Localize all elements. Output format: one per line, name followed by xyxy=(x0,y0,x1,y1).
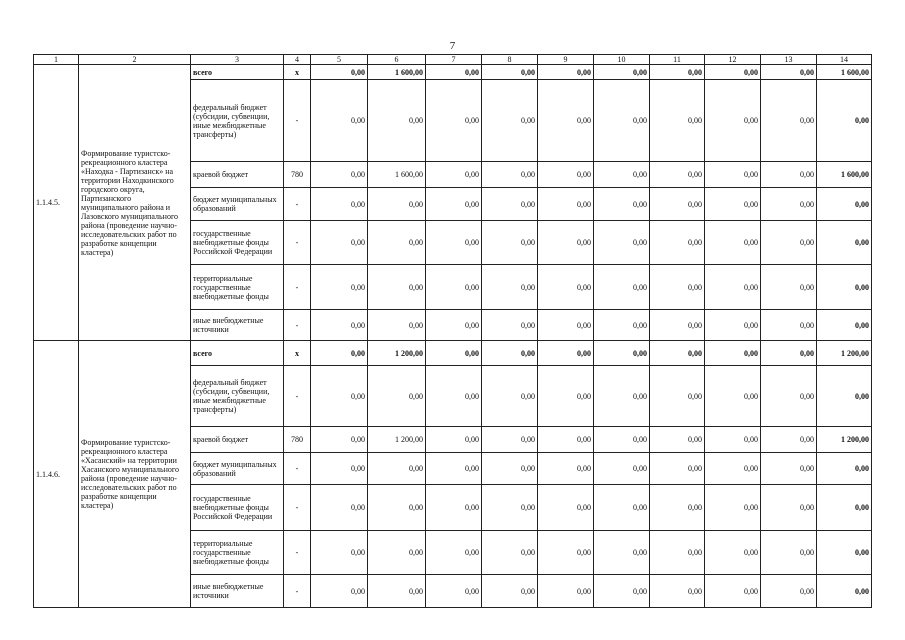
budget-code: - xyxy=(284,485,311,531)
value-cell: 0,00 xyxy=(368,188,426,221)
value-cell: 0,00 xyxy=(594,341,650,366)
value-cell: 0,00 xyxy=(538,65,594,80)
value-cell: 0,00 xyxy=(705,80,761,162)
value-cell: 0,00 xyxy=(817,575,872,608)
value-cell: 0,00 xyxy=(538,80,594,162)
page-number: 7 xyxy=(449,40,456,52)
value-cell: 0,00 xyxy=(538,188,594,221)
value-cell: 0,00 xyxy=(538,341,594,366)
value-cell: 0,00 xyxy=(650,65,705,80)
value-cell: 0,00 xyxy=(705,531,761,575)
funding-source: федеральный бюджет (субсидии, субвенции, иные межбюджетные трансферты) xyxy=(191,366,284,427)
value-cell: 0,00 xyxy=(311,427,368,453)
value-cell: 0,00 xyxy=(594,453,650,485)
value-cell: 1 200,00 xyxy=(368,341,426,366)
value-cell: 0,00 xyxy=(817,265,872,310)
value-cell: 0,00 xyxy=(817,531,872,575)
funding-source: бюджет муниципальных образований xyxy=(191,453,284,485)
value-cell: 0,00 xyxy=(650,485,705,531)
value-cell: 0,00 xyxy=(594,366,650,427)
value-cell: 0,00 xyxy=(482,188,538,221)
value-cell: 0,00 xyxy=(426,310,482,341)
value-cell: 1 200,00 xyxy=(817,341,872,366)
budget-table xyxy=(33,54,872,608)
value-cell: 0,00 xyxy=(311,188,368,221)
header-cell: 8 xyxy=(482,55,538,65)
value-cell: 0,00 xyxy=(311,366,368,427)
value-cell: 0,00 xyxy=(705,310,761,341)
value-cell: 0,00 xyxy=(650,366,705,427)
value-cell: 0,00 xyxy=(594,531,650,575)
value-cell: 0,00 xyxy=(426,65,482,80)
value-cell: 0,00 xyxy=(426,366,482,427)
budget-code: 780 xyxy=(284,427,311,453)
value-cell: 0,00 xyxy=(594,162,650,188)
value-cell: 0,00 xyxy=(705,162,761,188)
header-cell: 9 xyxy=(538,55,594,65)
value-cell: 0,00 xyxy=(368,221,426,265)
value-cell: 0,00 xyxy=(482,427,538,453)
value-cell: 0,00 xyxy=(594,485,650,531)
budget-code: - xyxy=(284,80,311,162)
value-cell: 0,00 xyxy=(761,531,817,575)
value-cell: 0,00 xyxy=(482,265,538,310)
value-cell: 0,00 xyxy=(594,265,650,310)
header-cell: 6 xyxy=(368,55,426,65)
value-cell: 0,00 xyxy=(426,80,482,162)
header-cell: 12 xyxy=(705,55,761,65)
value-cell: 0,00 xyxy=(368,485,426,531)
value-cell: 0,00 xyxy=(482,65,538,80)
item-name: Формирование туристско-рекреационного кластера «Находка - Партизанск» на территории Находкинского городского округа, Партизанского муниципального района и Лазовского муниципального района (проведение научно-исследовательских работ по разработке концепции кластера) xyxy=(79,65,191,341)
value-cell: 0,00 xyxy=(594,427,650,453)
value-cell: 0,00 xyxy=(426,453,482,485)
value-cell: 0,00 xyxy=(705,221,761,265)
funding-source: бюджет муниципальных образований xyxy=(191,188,284,221)
value-cell: 0,00 xyxy=(311,575,368,608)
value-cell: 0,00 xyxy=(311,65,368,80)
funding-source: всего xyxy=(191,341,284,366)
header-cell: 10 xyxy=(594,55,650,65)
header-cell: 2 xyxy=(79,55,191,65)
value-cell: 0,00 xyxy=(538,310,594,341)
value-cell: 0,00 xyxy=(650,221,705,265)
value-cell: 0,00 xyxy=(368,310,426,341)
value-cell: 1 600,00 xyxy=(368,162,426,188)
value-cell: 0,00 xyxy=(761,575,817,608)
value-cell: 0,00 xyxy=(311,453,368,485)
value-cell: 0,00 xyxy=(761,310,817,341)
item-code: 1.1.4.5. xyxy=(34,65,79,341)
value-cell: 0,00 xyxy=(650,188,705,221)
value-cell: 0,00 xyxy=(761,265,817,310)
value-cell: 0,00 xyxy=(311,162,368,188)
value-cell: 0,00 xyxy=(311,265,368,310)
value-cell: 0,00 xyxy=(368,80,426,162)
header-cell: 11 xyxy=(650,55,705,65)
funding-source: краевой бюджет xyxy=(191,162,284,188)
value-cell: 0,00 xyxy=(594,188,650,221)
value-cell: 0,00 xyxy=(538,485,594,531)
value-cell: 0,00 xyxy=(482,485,538,531)
funding-source: государственные внебюджетные фонды Российской Федерации xyxy=(191,485,284,531)
value-cell: 0,00 xyxy=(650,341,705,366)
value-cell: 0,00 xyxy=(426,531,482,575)
value-cell: 0,00 xyxy=(761,221,817,265)
value-cell: 0,00 xyxy=(426,162,482,188)
value-cell: 0,00 xyxy=(761,453,817,485)
value-cell: 0,00 xyxy=(705,575,761,608)
header-cell: 4 xyxy=(284,55,311,65)
budget-code: - xyxy=(284,221,311,265)
value-cell: 0,00 xyxy=(705,485,761,531)
budget-code: 780 xyxy=(284,162,311,188)
value-cell: 0,00 xyxy=(311,341,368,366)
value-cell: 0,00 xyxy=(705,65,761,80)
value-cell: 0,00 xyxy=(650,310,705,341)
value-cell: 0,00 xyxy=(311,80,368,162)
funding-source: территориальные государственные внебюджетные фонды xyxy=(191,531,284,575)
header-cell: 3 xyxy=(191,55,284,65)
value-cell: 0,00 xyxy=(311,531,368,575)
value-cell: 0,00 xyxy=(538,221,594,265)
funding-source: государственные внебюджетные фонды Российской Федерации xyxy=(191,221,284,265)
value-cell: 0,00 xyxy=(426,427,482,453)
value-cell: 0,00 xyxy=(482,341,538,366)
value-cell: 0,00 xyxy=(650,575,705,608)
value-cell: 0,00 xyxy=(817,221,872,265)
value-cell: 1 600,00 xyxy=(817,65,872,80)
header-cell: 5 xyxy=(311,55,368,65)
value-cell: 0,00 xyxy=(311,310,368,341)
value-cell: 0,00 xyxy=(482,221,538,265)
budget-code: - xyxy=(284,310,311,341)
value-cell: 0,00 xyxy=(482,162,538,188)
value-cell: 0,00 xyxy=(761,341,817,366)
value-cell: 0,00 xyxy=(368,531,426,575)
value-cell: 0,00 xyxy=(482,80,538,162)
value-cell: 0,00 xyxy=(650,531,705,575)
value-cell: 0,00 xyxy=(368,453,426,485)
funding-source: федеральный бюджет (субсидии, субвенции, иные межбюджетные трансферты) xyxy=(191,80,284,162)
value-cell: 0,00 xyxy=(538,531,594,575)
value-cell: 0,00 xyxy=(482,366,538,427)
value-cell: 0,00 xyxy=(538,575,594,608)
item-name: Формирование туристско-рекреационного кластера «Хасанский» на территории Хасанского муниципального района (проведение научно-исследовательских работ по разработке концепции кластера) xyxy=(79,341,191,608)
value-cell: 0,00 xyxy=(482,453,538,485)
header-cell: 7 xyxy=(426,55,482,65)
value-cell: 1 200,00 xyxy=(817,427,872,453)
budget-code: - xyxy=(284,265,311,310)
header-row xyxy=(34,55,872,65)
value-cell: 0,00 xyxy=(650,453,705,485)
value-cell: 0,00 xyxy=(426,188,482,221)
value-cell: 0,00 xyxy=(538,162,594,188)
value-cell: 0,00 xyxy=(538,265,594,310)
funding-source: всего xyxy=(191,65,284,80)
value-cell: 1 600,00 xyxy=(368,65,426,80)
value-cell: 0,00 xyxy=(705,366,761,427)
value-cell: 0,00 xyxy=(426,575,482,608)
value-cell: 0,00 xyxy=(482,531,538,575)
table-body xyxy=(34,55,872,608)
value-cell: 0,00 xyxy=(650,80,705,162)
value-cell: 0,00 xyxy=(594,310,650,341)
item-code: 1.1.4.6. xyxy=(34,341,79,608)
value-cell: 0,00 xyxy=(538,453,594,485)
value-cell: 0,00 xyxy=(705,265,761,310)
funding-source: краевой бюджет xyxy=(191,427,284,453)
funding-source: иные внебюджетные источники xyxy=(191,575,284,608)
value-cell: 0,00 xyxy=(761,65,817,80)
budget-code: x xyxy=(284,341,311,366)
value-cell: 0,00 xyxy=(538,366,594,427)
header-cell: 1 xyxy=(34,55,79,65)
budget-code: - xyxy=(284,575,311,608)
value-cell: 0,00 xyxy=(368,575,426,608)
value-cell: 0,00 xyxy=(761,366,817,427)
table-row xyxy=(34,341,872,366)
value-cell: 0,00 xyxy=(761,188,817,221)
value-cell: 0,00 xyxy=(538,427,594,453)
value-cell: 0,00 xyxy=(426,221,482,265)
header-cell: 14 xyxy=(817,55,872,65)
value-cell: 0,00 xyxy=(426,341,482,366)
value-cell: 0,00 xyxy=(594,65,650,80)
value-cell: 0,00 xyxy=(761,80,817,162)
value-cell: 0,00 xyxy=(311,485,368,531)
funding-source: иные внебюджетные источники xyxy=(191,310,284,341)
value-cell: 1 600,00 xyxy=(817,162,872,188)
value-cell: 0,00 xyxy=(817,453,872,485)
table-row xyxy=(34,65,872,80)
value-cell: 0,00 xyxy=(482,575,538,608)
value-cell: 0,00 xyxy=(426,265,482,310)
budget-code: - xyxy=(284,188,311,221)
budget-code: - xyxy=(284,453,311,485)
value-cell: 0,00 xyxy=(705,341,761,366)
budget-code: x xyxy=(284,65,311,80)
value-cell: 0,00 xyxy=(650,265,705,310)
budget-code: - xyxy=(284,366,311,427)
value-cell: 0,00 xyxy=(761,427,817,453)
value-cell: 0,00 xyxy=(817,80,872,162)
value-cell: 0,00 xyxy=(368,366,426,427)
value-cell: 0,00 xyxy=(761,485,817,531)
value-cell: 0,00 xyxy=(368,265,426,310)
value-cell: 0,00 xyxy=(705,427,761,453)
value-cell: 0,00 xyxy=(817,188,872,221)
value-cell: 0,00 xyxy=(594,221,650,265)
funding-source: территориальные государственные внебюджетные фонды xyxy=(191,265,284,310)
value-cell: 0,00 xyxy=(594,80,650,162)
value-cell: 0,00 xyxy=(817,310,872,341)
header-cell: 13 xyxy=(761,55,817,65)
value-cell: 0,00 xyxy=(594,575,650,608)
value-cell: 0,00 xyxy=(311,221,368,265)
budget-code: - xyxy=(284,531,311,575)
value-cell: 0,00 xyxy=(761,162,817,188)
value-cell: 0,00 xyxy=(705,188,761,221)
value-cell: 0,00 xyxy=(817,485,872,531)
value-cell: 0,00 xyxy=(650,427,705,453)
value-cell: 1 200,00 xyxy=(368,427,426,453)
value-cell: 0,00 xyxy=(705,453,761,485)
value-cell: 0,00 xyxy=(650,162,705,188)
value-cell: 0,00 xyxy=(817,366,872,427)
value-cell: 0,00 xyxy=(482,310,538,341)
value-cell: 0,00 xyxy=(426,485,482,531)
